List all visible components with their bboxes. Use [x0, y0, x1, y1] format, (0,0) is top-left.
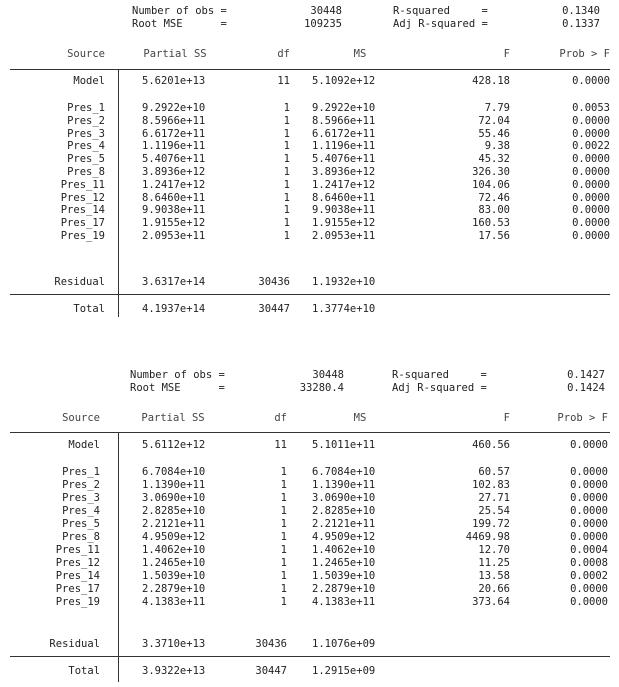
cell-prob: 0.0000 — [572, 153, 610, 166]
cell-ms: 1.4062e+10 — [312, 544, 376, 556]
cell-df: 1 — [280, 570, 287, 582]
cell-f: 72.04 — [478, 114, 510, 127]
cell-source: Total — [73, 303, 105, 315]
cell-partial-ss: 2.2121e+11 — [142, 518, 206, 530]
header-prob-f: Prob > F — [557, 412, 608, 424]
cell-df: 1 — [283, 153, 290, 166]
cell-ms: 1.2417e+12 — [312, 178, 376, 191]
cell-source: Pres_11 — [60, 178, 105, 191]
cell-partial-ss: 1.5039e+10 — [142, 570, 206, 582]
cell-df: 1 — [283, 166, 290, 178]
cell-f: 199.72 — [472, 518, 510, 530]
rmse-label: Root MSE = — [132, 18, 227, 30]
cell-df: 1 — [280, 531, 287, 543]
cell-prob: 0.0000 — [572, 166, 610, 178]
cell-df: 1 — [283, 114, 290, 127]
cell-ms: 1.1390e+11 — [312, 479, 376, 491]
r2-value: 0.1340 — [562, 5, 600, 17]
cell-prob: 0.0000 — [572, 114, 610, 127]
cell-partial-ss: 4.1383e+11 — [142, 596, 206, 608]
cell-f: 55.46 — [478, 127, 510, 140]
cell-df: 1 — [283, 178, 290, 191]
cell-source: Pres_19 — [60, 230, 105, 242]
cell-partial-ss: 3.8936e+12 — [142, 166, 206, 178]
cell-partial-ss: 4.1937e+14 — [142, 303, 206, 315]
cell-f: 102.83 — [472, 479, 510, 491]
cell-source: Pres_3 — [62, 492, 100, 504]
cell-partial-ss: 8.6460e+11 — [142, 191, 206, 204]
header-source: Source — [67, 48, 105, 60]
cell-partial-ss: 1.4062e+10 — [142, 544, 206, 556]
cell-partial-ss: 1.1390e+11 — [142, 479, 206, 491]
cell-f: 326.30 — [472, 166, 510, 178]
total-rule — [10, 294, 610, 295]
cell-source: Residual — [49, 638, 100, 650]
cell-df: 1 — [283, 127, 290, 140]
cell-partial-ss: 3.3710e+13 — [142, 638, 206, 650]
cell-partial-ss: 5.4076e+11 — [142, 153, 206, 166]
cell-f: 25.54 — [478, 505, 510, 517]
cell-f: 12.70 — [478, 544, 510, 556]
cell-df: 11 — [274, 439, 287, 451]
cell-ms: 8.6460e+11 — [312, 191, 376, 204]
table-row — [0, 582, 619, 596]
table-row — [0, 556, 619, 570]
table-row — [0, 465, 619, 479]
cell-source: Pres_8 — [62, 531, 100, 543]
cell-ms: 3.0690e+10 — [312, 492, 376, 504]
header-partial-ss: Partial SS — [141, 412, 205, 424]
cell-partial-ss: 1.9155e+12 — [142, 217, 206, 230]
cell-source: Pres_1 — [62, 466, 100, 478]
header-ms: MS — [353, 48, 367, 60]
cell-df: 1 — [280, 583, 287, 595]
cell-prob: 0.0000 — [570, 531, 608, 543]
cell-ms: 1.3774e+10 — [312, 303, 376, 315]
table-row — [0, 478, 619, 492]
cell-partial-ss: 9.2922e+10 — [142, 102, 206, 114]
cell-partial-ss: 5.6201e+13 — [142, 75, 206, 87]
cell-ms: 4.9509e+12 — [312, 531, 376, 543]
cell-ms: 1.1932e+10 — [312, 276, 376, 288]
cell-source: Total — [68, 665, 100, 677]
cell-f: 27.71 — [478, 492, 510, 504]
cell-prob: 0.0000 — [570, 583, 608, 595]
cell-df: 1 — [283, 102, 290, 114]
table-row — [0, 491, 619, 505]
cell-partial-ss: 3.0690e+10 — [142, 492, 206, 504]
cell-prob: 0.0000 — [572, 204, 610, 217]
table-row — [0, 595, 619, 609]
cell-partial-ss: 5.6112e+12 — [142, 439, 206, 451]
cell-ms: 8.5966e+11 — [312, 114, 376, 127]
table-row — [0, 569, 619, 583]
cell-partial-ss: 6.6172e+11 — [142, 127, 206, 140]
cell-ms: 4.1383e+11 — [312, 596, 376, 608]
cell-df: 1 — [283, 230, 290, 242]
cell-partial-ss: 8.5966e+11 — [142, 114, 206, 127]
cell-prob: 0.0000 — [572, 178, 610, 191]
cell-prob: 0.0000 — [572, 191, 610, 204]
cell-df: 1 — [280, 479, 287, 491]
cell-prob: 0.0000 — [570, 596, 608, 608]
header-df: df — [277, 48, 290, 60]
header-f: F — [503, 412, 510, 424]
r2-label: R-squared = — [393, 5, 488, 17]
cell-f: 72.46 — [478, 191, 510, 204]
cell-df: 11 — [277, 75, 290, 87]
cell-f: 104.06 — [472, 178, 510, 191]
cell-f: 60.57 — [478, 466, 510, 478]
cell-source: Pres_14 — [60, 204, 105, 217]
cell-prob: 0.0022 — [572, 140, 610, 153]
cell-source: Pres_14 — [55, 570, 100, 582]
cell-partial-ss: 3.6317e+14 — [142, 276, 206, 288]
table-row — [0, 517, 619, 531]
table-header — [0, 47, 619, 61]
total-row — [0, 302, 619, 316]
table-row — [0, 543, 619, 557]
cell-prob: 0.0053 — [572, 102, 610, 114]
cell-df: 30447 — [255, 665, 287, 677]
cell-ms: 1.1076e+09 — [312, 638, 376, 650]
adjr2-value: 0.1337 — [562, 18, 600, 30]
cell-partial-ss: 4.9509e+12 — [142, 531, 206, 543]
cell-partial-ss: 2.0953e+11 — [142, 230, 206, 242]
cell-source: Pres_5 — [67, 153, 105, 166]
cell-ms: 9.2922e+10 — [312, 102, 376, 114]
cell-ms: 1.9155e+12 — [312, 217, 376, 230]
cell-ms: 2.2121e+11 — [312, 518, 376, 530]
nobs-label: Number of obs = — [130, 369, 225, 381]
r2-label: R-squared = — [392, 369, 487, 381]
cell-source: Pres_2 — [67, 114, 105, 127]
cell-ms: 1.2915e+09 — [312, 665, 376, 677]
cell-prob: 0.0000 — [570, 492, 608, 504]
nobs-value: 30448 — [312, 369, 344, 381]
cell-source: Pres_4 — [62, 505, 100, 517]
cell-source: Pres_2 — [62, 479, 100, 491]
cell-df: 1 — [280, 544, 287, 556]
cell-f: 160.53 — [472, 217, 510, 230]
header-rule — [10, 432, 610, 433]
cell-f: 11.25 — [478, 557, 510, 569]
cell-source: Pres_11 — [55, 544, 100, 556]
cell-partial-ss: 3.9322e+13 — [142, 665, 206, 677]
cell-f: 17.56 — [478, 230, 510, 242]
cell-prob: 0.0000 — [572, 127, 610, 140]
cell-df: 1 — [280, 492, 287, 504]
cell-f: 4469.98 — [465, 531, 510, 543]
cell-ms: 9.9038e+11 — [312, 204, 376, 217]
table-row — [0, 530, 619, 544]
cell-df: 1 — [283, 204, 290, 217]
cell-ms: 6.7084e+10 — [312, 466, 376, 478]
header-ms: MS — [353, 412, 367, 424]
rmse-value: 109235 — [304, 18, 342, 30]
cell-source: Model — [68, 439, 100, 451]
cell-source: Pres_8 — [67, 166, 105, 178]
cell-df: 30447 — [258, 303, 290, 315]
header-rule — [10, 69, 610, 70]
cell-df: 1 — [280, 557, 287, 569]
table-header — [0, 411, 619, 425]
cell-ms: 2.8285e+10 — [312, 505, 376, 517]
cell-df: 30436 — [255, 638, 287, 650]
cell-prob: 0.0000 — [570, 479, 608, 491]
residual-row — [0, 275, 619, 289]
cell-ms: 5.4076e+11 — [312, 153, 376, 166]
residual-row — [0, 637, 619, 651]
cell-partial-ss: 6.7084e+10 — [142, 466, 206, 478]
cell-partial-ss: 1.2417e+12 — [142, 178, 206, 191]
cell-prob: 0.0000 — [570, 518, 608, 530]
cell-ms: 6.6172e+11 — [312, 127, 376, 140]
cell-ms: 2.0953e+11 — [312, 230, 376, 242]
cell-ms: 5.1092e+12 — [312, 75, 376, 87]
cell-prob: 0.0008 — [570, 557, 608, 569]
cell-f: 9.38 — [484, 140, 510, 153]
cell-f: 428.18 — [472, 75, 510, 87]
nobs-value: 30448 — [310, 5, 342, 17]
cell-ms: 2.2879e+10 — [312, 583, 376, 595]
model-row — [0, 74, 619, 88]
header-partial-ss: Partial SS — [143, 48, 207, 60]
cell-partial-ss: 2.8285e+10 — [142, 505, 206, 517]
cell-df: 1 — [280, 466, 287, 478]
nobs-label: Number of obs = — [132, 5, 227, 17]
total-row — [0, 664, 619, 678]
cell-f: 20.66 — [478, 583, 510, 595]
adjr2-label: Adj R-squared = — [392, 382, 487, 394]
cell-ms: 1.2465e+10 — [312, 557, 376, 569]
cell-prob: 0.0002 — [570, 570, 608, 582]
cell-ms: 1.1196e+11 — [312, 140, 376, 153]
cell-prob: 0.0000 — [572, 217, 610, 230]
cell-f: 373.64 — [472, 596, 510, 608]
cell-source: Residual — [54, 276, 105, 288]
cell-source: Pres_5 — [62, 518, 100, 530]
cell-prob: 0.0000 — [570, 466, 608, 478]
cell-source: Pres_12 — [55, 557, 100, 569]
cell-prob: 0.0000 — [572, 75, 610, 87]
cell-source: Pres_17 — [60, 217, 105, 230]
cell-f: 83.00 — [478, 204, 510, 217]
cell-partial-ss: 1.2465e+10 — [142, 557, 206, 569]
cell-f: 13.58 — [478, 570, 510, 582]
cell-prob: 0.0000 — [572, 230, 610, 242]
cell-source: Pres_1 — [67, 102, 105, 114]
cell-ms: 1.5039e+10 — [312, 570, 376, 582]
header-prob-f: Prob > F — [559, 48, 610, 60]
cell-source: Pres_3 — [67, 127, 105, 140]
cell-ms: 5.1011e+11 — [312, 439, 376, 451]
table-row — [0, 229, 619, 243]
rmse-label: Root MSE = — [130, 382, 225, 394]
cell-df: 1 — [280, 518, 287, 530]
cell-prob: 0.0000 — [570, 505, 608, 517]
adjr2-label: Adj R-squared = — [393, 18, 488, 30]
total-rule — [10, 656, 610, 657]
header-source: Source — [62, 412, 100, 424]
cell-prob: 0.0004 — [570, 544, 608, 556]
cell-df: 1 — [283, 191, 290, 204]
cell-source: Pres_17 — [55, 583, 100, 595]
cell-prob: 0.0000 — [570, 439, 608, 451]
model-row — [0, 438, 619, 452]
cell-df: 1 — [283, 140, 290, 153]
cell-f: 460.56 — [472, 439, 510, 451]
cell-df: 30436 — [258, 276, 290, 288]
rmse-value: 33280.4 — [299, 382, 344, 394]
cell-df: 1 — [280, 505, 287, 517]
header-df: df — [274, 412, 287, 424]
cell-partial-ss: 9.9038e+11 — [142, 204, 206, 217]
cell-source: Pres_12 — [60, 191, 105, 204]
header-f: F — [503, 48, 510, 60]
cell-f: 45.32 — [478, 153, 510, 166]
cell-ms: 3.8936e+12 — [312, 166, 376, 178]
r2-value: 0.1427 — [567, 369, 605, 381]
cell-partial-ss: 2.2879e+10 — [142, 583, 206, 595]
cell-df: 1 — [283, 217, 290, 230]
cell-df: 1 — [280, 596, 287, 608]
adjr2-value: 0.1424 — [567, 382, 605, 394]
cell-source: Model — [73, 75, 105, 87]
cell-f: 7.79 — [484, 102, 510, 114]
cell-partial-ss: 1.1196e+11 — [142, 140, 206, 153]
cell-source: Pres_4 — [67, 140, 105, 153]
table-row — [0, 504, 619, 518]
cell-source: Pres_19 — [55, 596, 100, 608]
